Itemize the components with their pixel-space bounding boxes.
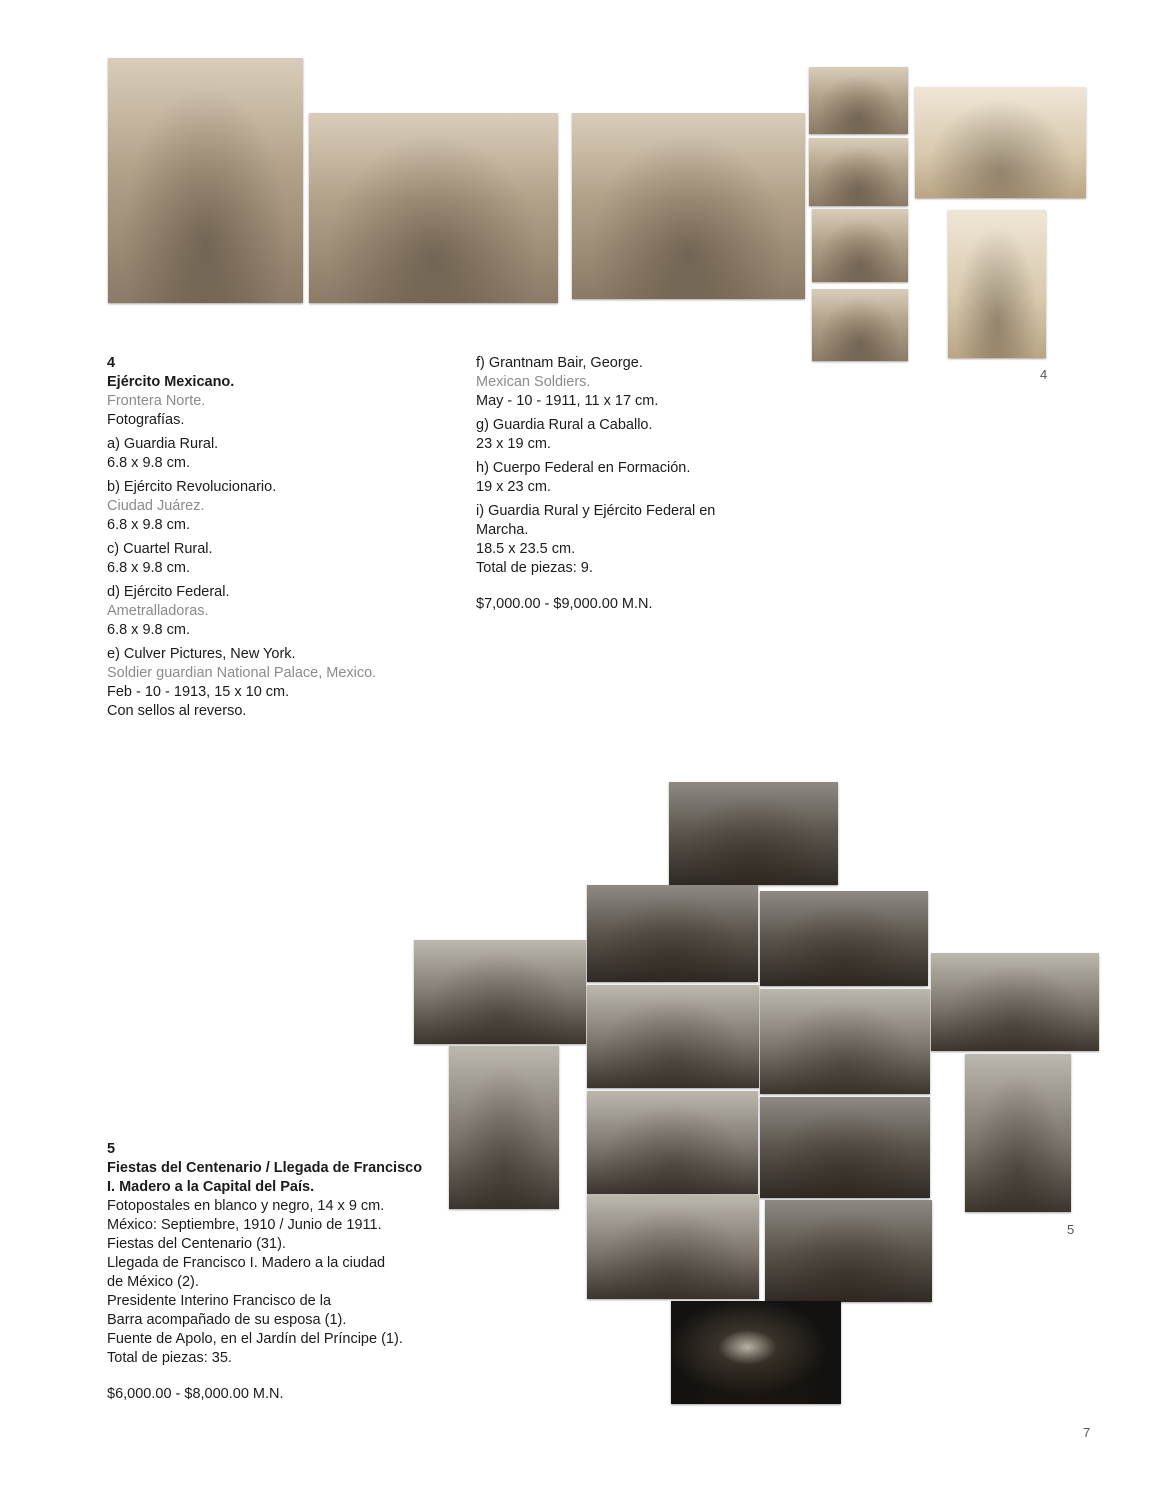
lot4-item-b-size: 6.8 x 9.8 cm. [107,517,191,533]
postcard-far-left-top [414,940,586,1044]
postcard-row1-right [760,891,928,986]
lot5-title-1: Fiestas del Centenario / Llegada de Francisco [107,1160,423,1176]
lot5-line-7: Barra acompañado de su esposa (1). [107,1312,347,1328]
lot4-item-h-label: h) Cuerpo Federal en Formación. [476,460,691,476]
photo-cavalry-street [309,113,558,303]
lot5-description [107,1140,447,1404]
lot4-item-e-size: Feb - 10 - 1913, 15 x 10 cm. [107,684,290,700]
page-number: 7 [1083,1425,1091,1440]
lot5-line-3: Fiestas del Centenario (31). [107,1236,286,1252]
postcard-row4-right [765,1200,932,1302]
lot4-item-i-label-2: Marcha. [476,522,529,538]
lot4-medium: Fotografías. [107,412,185,428]
lot5-line-9: Total de piezas: 35. [107,1350,232,1366]
photo-federal-formation [572,113,805,299]
lot4-item-h-size: 19 x 23 cm. [476,479,551,495]
lot4-price: $7,000.00 - $9,000.00 M.N. [476,596,653,612]
lot4-item-f-size: May - 10 - 1911, 11 x 17 cm. [476,393,659,409]
lot4-item-i-size: 18.5 x 23.5 cm. [476,541,576,557]
lot4-item-d-size: 6.8 x 9.8 cm. [107,622,191,638]
lot5-number: 5 [107,1141,116,1157]
lot4-total: Total de piezas: 9. [476,560,593,576]
postcard-far-right-bottom [965,1054,1071,1212]
lot5-price: $6,000.00 - $8,000.00 M.N. [107,1386,284,1402]
lot5-line-2: México: Septiembre, 1910 / Junio de 1911. [107,1217,382,1233]
lot5-line-4: Llegada de Francisco I. Madero a la ciudad [107,1255,386,1271]
lot4-title: Ejército Mexicano. [107,374,235,390]
lot5-title-2: I. Madero a la Capital del País. [107,1179,315,1195]
lot4-item-c-size: 6.8 x 9.8 cm. [107,560,191,576]
postcard-row1-left [587,885,758,982]
lot4-item-c-label: c) Cuartel Rural. [107,541,213,557]
lot4-subtitle: Frontera Norte. [107,393,206,409]
lot5-line-5: de México (2). [107,1274,199,1290]
lot4-item-e-label: e) Culver Pictures, New York. [107,646,296,662]
photo-mexican-soldiers [915,87,1086,198]
figure-label-4: 4 [1040,367,1048,382]
lot4-description-col2 [476,354,776,614]
lot4-item-b-label: b) Ejército Revolucionario. [107,479,277,495]
lot4-item-d-label: d) Ejército Federal. [107,584,230,600]
lot4-item-e-extra: Con sellos al reverso. [107,703,247,719]
lot4-number: 4 [107,355,116,371]
lot4-item-b-note: Ciudad Juárez. [107,498,205,514]
lot4-item-e-note: Soldier guardian National Palace, Mexico. [107,665,377,681]
photo-small-1 [809,67,908,134]
lot5-line-8: Fuente de Apolo, en el Jardín del Príncipe (1). [107,1331,403,1347]
photo-small-4 [812,289,908,361]
lot4-item-a-size: 6.8 x 9.8 cm. [107,455,191,471]
lot4-item-g-label: g) Guardia Rural a Caballo. [476,417,653,433]
postcard-row2-right [760,989,930,1094]
lot4-description-col1 [107,354,437,721]
photo-small-2 [809,138,908,206]
lot4-item-f-label: f) Grantnam Bair, George. [476,355,643,371]
postcard-row3-right [760,1097,930,1198]
figure-label-5: 5 [1067,1222,1075,1237]
photo-guardia-rural-horseman [108,58,303,303]
photo-soldier-national-palace [948,210,1046,358]
postcard-top-center [669,782,838,885]
postcard-row4-left [587,1195,759,1299]
lot4-item-a-label: a) Guardia Rural. [107,436,219,452]
postcard-far-left-bottom [449,1046,559,1209]
postcard-fuente-de-apolo [671,1301,841,1404]
postcard-far-right-top [931,953,1099,1051]
lot4-item-g-size: 23 x 19 cm. [476,436,551,452]
lot5-line-6: Presidente Interino Francisco de la [107,1293,332,1309]
lot4-item-i-label-1: i) Guardia Rural y Ejército Federal en [476,503,716,519]
lot4-item-f-note: Mexican Soldiers. [476,374,591,390]
postcard-row2-left [587,985,759,1088]
postcard-row3-left [587,1091,758,1194]
lot4-item-d-note: Ametralladoras. [107,603,209,619]
photo-small-3 [812,209,908,282]
lot5-line-1: Fotopostales en blanco y negro, 14 x 9 cm. [107,1198,385,1214]
